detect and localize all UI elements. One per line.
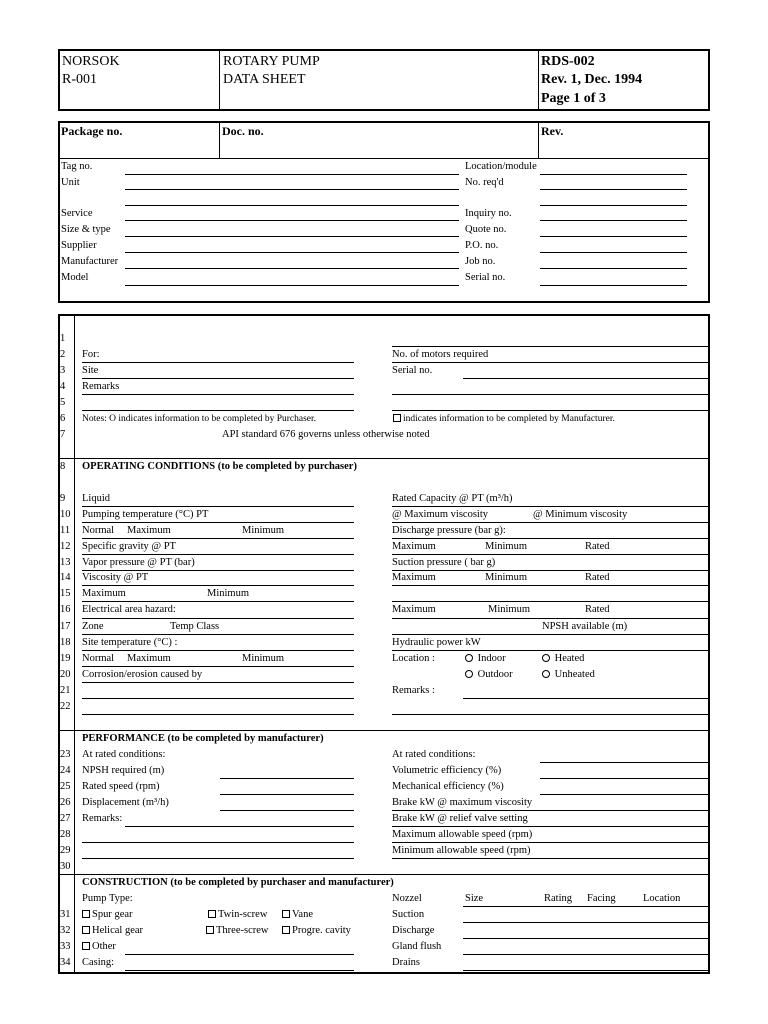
corrosion-field-2[interactable]: [82, 698, 354, 699]
rated-speed-label: Rated speed (rpm): [82, 781, 160, 792]
suction-nozzle-label: Suction: [392, 909, 425, 920]
serial-no-field[interactable]: [540, 285, 687, 286]
discharge-pressure-label: Discharge pressure (bar g):: [392, 525, 506, 536]
remarks-label: Remarks: [82, 381, 120, 392]
package-no-label: Package no.: [61, 124, 123, 138]
standard-name: NORSOK: [62, 54, 120, 69]
checkbox-icon: [208, 910, 216, 918]
po-no-label: P.O. no.: [465, 240, 499, 251]
npsh-maximum-label: Maximum: [392, 604, 436, 615]
line-number: 20: [60, 669, 71, 680]
discharge-nozzle-label: Discharge: [392, 925, 435, 936]
min-viscosity-label: @ Minimum viscosity: [533, 509, 628, 520]
twin-screw-option[interactable]: Twin-screw: [208, 909, 267, 921]
serial-no-label: Serial no.: [465, 272, 506, 283]
motors-field-2[interactable]: [392, 362, 710, 363]
extra-field[interactable]: [540, 205, 687, 206]
pump-temp-label: Pumping temperature (°C) PT: [82, 509, 209, 520]
outdoor-option[interactable]: Outdoor: [465, 669, 513, 681]
suction-pressure-label: Suction pressure ( bar g): [392, 557, 496, 568]
nozzle-table-field[interactable]: [463, 906, 710, 907]
viscosity-minimum-label: Minimum: [207, 588, 250, 599]
nozzel-header: Nozzel: [392, 893, 422, 904]
npsh-values-field[interactable]: [392, 618, 710, 619]
quote-no-field[interactable]: [540, 236, 687, 237]
corrosion-field-3[interactable]: [82, 714, 354, 715]
line-number: 12: [60, 541, 71, 552]
viscosity-field[interactable]: [82, 585, 354, 586]
note-manufacturer: indicates information to be completed by Manufacturer.: [393, 414, 615, 425]
model-field[interactable]: [125, 285, 459, 286]
heated-option[interactable]: Heated: [542, 653, 584, 665]
inquiry-no-label: Inquiry no.: [465, 208, 512, 219]
liquid-field[interactable]: [82, 506, 354, 507]
gland-flush-field[interactable]: [463, 954, 710, 955]
site-temp-label: Site temperature (°C) :: [82, 637, 178, 648]
site-temp-minimum-label: Minimum: [242, 653, 285, 664]
volumetric-efficiency-label: Volumetric efficiency (%): [392, 765, 502, 776]
motors-field[interactable]: [392, 346, 710, 347]
unit-label: Unit: [61, 177, 80, 188]
operating-remarks-field-2[interactable]: [392, 714, 710, 715]
line-number: 7: [60, 429, 66, 440]
three-screw-option[interactable]: Three-screw: [206, 925, 268, 937]
performance-title: PERFORMANCE (to be completed by manufacturer): [82, 733, 324, 744]
remarks-field[interactable]: [82, 394, 354, 395]
rated-capacity-label: Rated Capacity @ PT (m³/h): [392, 493, 513, 504]
site-field[interactable]: [82, 378, 354, 379]
other-field[interactable]: [125, 954, 354, 955]
header-divider: [538, 50, 539, 110]
operating-conditions-title: OPERATING CONDITIONS (to be completed by purchaser): [82, 461, 357, 472]
viscosity-range-field[interactable]: [82, 601, 354, 602]
rds-number: RDS-002: [541, 54, 595, 69]
location-label: Location :: [392, 653, 435, 664]
casing-field[interactable]: [125, 970, 354, 971]
min-speed-field[interactable]: [392, 858, 710, 859]
rated-speed-field[interactable]: [220, 794, 354, 795]
operating-remarks-label: Remarks :: [392, 685, 435, 696]
zone-field[interactable]: [82, 634, 354, 635]
line-number: 9: [60, 493, 66, 504]
line-number: 34: [60, 957, 71, 968]
line-number: 24: [60, 765, 71, 776]
quote-no-label: Quote no.: [465, 224, 507, 235]
checkbox-icon: [282, 926, 290, 934]
pump-temp-normal-label: Normal: [82, 525, 115, 536]
rating-header: Rating: [544, 893, 572, 904]
discharge-maximum-label: Maximum: [392, 541, 436, 552]
viscosity-label: Viscosity @ PT: [82, 572, 149, 583]
line-number: 21: [60, 685, 71, 696]
min-speed-label: Minimum allowable speed (rpm): [392, 845, 531, 856]
brake-max-visc-field[interactable]: [392, 810, 710, 811]
motors-label: No. of motors required: [392, 349, 489, 360]
size-type-label: Size & type: [61, 224, 111, 235]
line-number: 8: [60, 461, 66, 472]
info-divider: [59, 158, 709, 159]
supplier-label: Supplier: [61, 240, 97, 251]
site-label: Site: [82, 365, 99, 376]
drains-label: Drains: [392, 957, 420, 968]
no-reqd-label: No. req'd: [465, 177, 504, 188]
line-number: 16: [60, 604, 71, 615]
max-speed-field[interactable]: [392, 842, 710, 843]
line-number: 22: [60, 701, 71, 712]
performance-rated-right-label: At rated conditions:: [392, 749, 476, 760]
hydraulic-power-field[interactable]: [392, 650, 710, 651]
site-temp-range-field[interactable]: [82, 666, 354, 667]
line-number: 1: [60, 333, 66, 344]
brake-relief-label: Brake kW @ relief valve setting: [392, 813, 528, 824]
line-number: 6: [60, 413, 66, 424]
suction-maximum-label: Maximum: [392, 572, 436, 583]
mechanical-efficiency-label: Mechanical efficiency (%): [392, 781, 504, 792]
max-viscosity-label: @ Maximum viscosity: [392, 509, 489, 520]
model-label: Model: [61, 272, 89, 283]
doc-no-label: Doc. no.: [222, 124, 264, 138]
line-number: 14: [60, 572, 71, 583]
npsh-rated-label: Rated: [585, 604, 610, 615]
drains-field[interactable]: [463, 970, 710, 971]
specific-gravity-field[interactable]: [82, 554, 354, 555]
checkbox-icon: [206, 926, 214, 934]
checkbox-icon: [82, 910, 90, 918]
line-number: 4: [60, 381, 66, 392]
manufacturer-label: Manufacturer: [61, 256, 119, 267]
standard-code: R-001: [62, 72, 97, 87]
doc-title-line1: ROTARY PUMP: [223, 54, 320, 69]
displacement-field[interactable]: [220, 810, 354, 811]
info-divider: [219, 122, 220, 158]
discharge-values-field[interactable]: [392, 554, 710, 555]
performance-rated-left-label: At rated conditions:: [82, 749, 166, 760]
performance-remarks-field-2[interactable]: [82, 842, 354, 843]
line-number: 32: [60, 925, 71, 936]
pump-temp-field[interactable]: [82, 522, 354, 523]
revision: Rev. 1, Dec. 1994: [541, 72, 643, 87]
facing-header: Facing: [587, 893, 616, 904]
line-number: 17: [60, 621, 71, 632]
pump-type-label: Pump Type:: [82, 893, 133, 904]
unheated-option[interactable]: Unheated: [542, 669, 595, 681]
line-number: 15: [60, 588, 71, 599]
suction-pressure-field[interactable]: [392, 570, 710, 571]
section-divider: [59, 874, 709, 875]
site-temp-normal-label: Normal: [82, 653, 115, 664]
serial-field[interactable]: [463, 378, 710, 379]
zone-label: Zone: [82, 621, 104, 632]
hydraulic-power-label: Hydraulic power kW: [392, 637, 481, 648]
location-module-field[interactable]: [540, 174, 687, 175]
area-hazard-label: Electrical area hazard:: [82, 604, 176, 615]
line-number: 2: [60, 349, 66, 360]
right-field-row4[interactable]: [392, 394, 710, 395]
vapor-pressure-field[interactable]: [82, 570, 354, 571]
tag-no-field[interactable]: [125, 174, 459, 175]
npsh-required-field[interactable]: [220, 778, 354, 779]
rev-label: Rev.: [541, 124, 564, 138]
line-number: 10: [60, 509, 71, 520]
npsh-required-label: NPSH required (m): [82, 765, 165, 776]
service-label: Service: [61, 208, 93, 219]
radio-icon: [465, 654, 473, 662]
line-number: 5: [60, 397, 66, 408]
checkbox-icon: [393, 414, 401, 422]
casing-label: Casing:: [82, 957, 115, 968]
liquid-label: Liquid: [82, 493, 110, 504]
other-option[interactable]: Other: [82, 941, 116, 953]
npsh-minimum-label: Minimum: [488, 604, 531, 615]
unit-field-2[interactable]: [125, 205, 459, 206]
line-number: 29: [60, 845, 71, 856]
discharge-pressure-field[interactable]: [392, 538, 710, 539]
manufacturer-field[interactable]: [125, 268, 459, 269]
performance-remarks-label: Remarks:: [82, 813, 123, 824]
mechanical-efficiency-field[interactable]: [540, 794, 710, 795]
npsh-values-field-top[interactable]: [392, 601, 710, 602]
rated-capacity-field[interactable]: [392, 506, 710, 507]
section-divider: [59, 458, 709, 459]
spur-gear-option[interactable]: Spur gear: [82, 909, 133, 921]
line-number: 18: [60, 637, 71, 648]
viscosity-capacity-field[interactable]: [392, 522, 710, 523]
line-number: 30: [60, 861, 71, 872]
note-purchaser: Notes: O indicates information to be completed by Purchaser.: [82, 414, 317, 424]
npsh-available-label: NPSH available (m): [542, 621, 628, 632]
line-number: 31: [60, 909, 71, 920]
rated-conditions-field[interactable]: [540, 762, 710, 763]
radio-icon: [542, 670, 550, 678]
vapor-pressure-label: Vapor pressure @ PT (bar): [82, 557, 195, 568]
discharge-minimum-label: Minimum: [485, 541, 528, 552]
site-temp-field[interactable]: [82, 650, 354, 651]
location-module-label: Location/module: [465, 161, 537, 172]
po-no-field[interactable]: [540, 252, 687, 253]
size-type-field[interactable]: [125, 236, 459, 237]
discharge-nozzle-field[interactable]: [463, 938, 710, 939]
operating-remarks-field[interactable]: [463, 698, 710, 699]
serial-label: Serial no.: [392, 365, 433, 376]
api-note: API standard 676 governs unless otherwise noted: [222, 429, 430, 440]
right-field-row5[interactable]: [392, 410, 710, 411]
line-number: 19: [60, 653, 71, 664]
progre-cavity-option[interactable]: Progre. cavity: [282, 925, 351, 937]
supplier-field[interactable]: [125, 252, 459, 253]
for-label: For:: [82, 349, 100, 360]
pump-temp-minimum-label: Minimum: [242, 525, 285, 536]
brake-relief-field[interactable]: [392, 826, 710, 827]
size-header: Size: [465, 893, 484, 904]
line-number: 25: [60, 781, 71, 792]
construction-title: CONSTRUCTION (to be completed by purchaser and manufacturer): [82, 877, 394, 888]
line-number: 28: [60, 829, 71, 840]
checkbox-icon: [82, 926, 90, 934]
section-divider: [59, 730, 709, 731]
suction-minimum-label: Minimum: [485, 572, 528, 583]
line-number: 13: [60, 557, 71, 568]
corrosion-field[interactable]: [82, 682, 354, 683]
job-no-field[interactable]: [540, 268, 687, 269]
no-reqd-field[interactable]: [540, 189, 687, 190]
temp-class-label: Temp Class: [170, 621, 220, 632]
page-number: Page 1 of 3: [541, 91, 606, 106]
header-divider: [219, 50, 220, 110]
corrosion-label: Corrosion/erosion caused by: [82, 669, 203, 680]
line-number: 3: [60, 365, 66, 376]
line-number: 11: [60, 525, 71, 536]
remarks-field-2[interactable]: [82, 410, 354, 411]
area-hazard-field[interactable]: [82, 618, 354, 619]
brake-max-visc-label: Brake kW @ maximum viscosity: [392, 797, 533, 808]
suction-values-field[interactable]: [392, 585, 710, 586]
max-speed-label: Maximum allowable speed (rpm): [392, 829, 533, 840]
volumetric-efficiency-field[interactable]: [540, 778, 710, 779]
npsh-available-field[interactable]: [392, 634, 710, 635]
pump-temp-range-field[interactable]: [82, 538, 354, 539]
radio-icon: [465, 670, 473, 678]
displacement-label: Displacement (m³/h): [82, 797, 169, 808]
info-divider: [538, 122, 539, 158]
line-number: 23: [60, 749, 71, 760]
checkbox-icon: [82, 942, 90, 950]
suction-rated-label: Rated: [585, 572, 610, 583]
performance-remarks-field[interactable]: [125, 826, 354, 827]
job-no-label: Job no.: [465, 256, 496, 267]
line-number: 27: [60, 813, 71, 824]
indoor-option[interactable]: Indoor: [465, 653, 506, 665]
gland-flush-label: Gland flush: [392, 941, 442, 952]
line-number: 26: [60, 797, 71, 808]
tag-no-label: Tag no.: [61, 161, 93, 172]
specific-gravity-label: Specific gravity @ PT: [82, 541, 176, 552]
viscosity-maximum-label: Maximum: [82, 588, 126, 599]
radio-icon: [542, 654, 550, 662]
helical-gear-option[interactable]: Helical gear: [82, 925, 143, 937]
vane-option[interactable]: Vane: [282, 909, 313, 921]
info-box: [58, 121, 710, 303]
for-field[interactable]: [82, 362, 354, 363]
site-temp-maximum-label: Maximum: [127, 653, 171, 664]
unit-field[interactable]: [125, 189, 459, 190]
suction-nozzle-field[interactable]: [463, 922, 710, 923]
pump-temp-maximum-label: Maximum: [127, 525, 171, 536]
performance-remarks-field-3[interactable]: [82, 858, 354, 859]
location-header: Location: [643, 893, 681, 904]
doc-title-line2: DATA SHEET: [223, 72, 306, 87]
inquiry-no-field[interactable]: [540, 220, 687, 221]
checkbox-icon: [282, 910, 290, 918]
discharge-rated-label: Rated: [585, 541, 610, 552]
line-number: 33: [60, 941, 71, 952]
service-field[interactable]: [125, 220, 459, 221]
